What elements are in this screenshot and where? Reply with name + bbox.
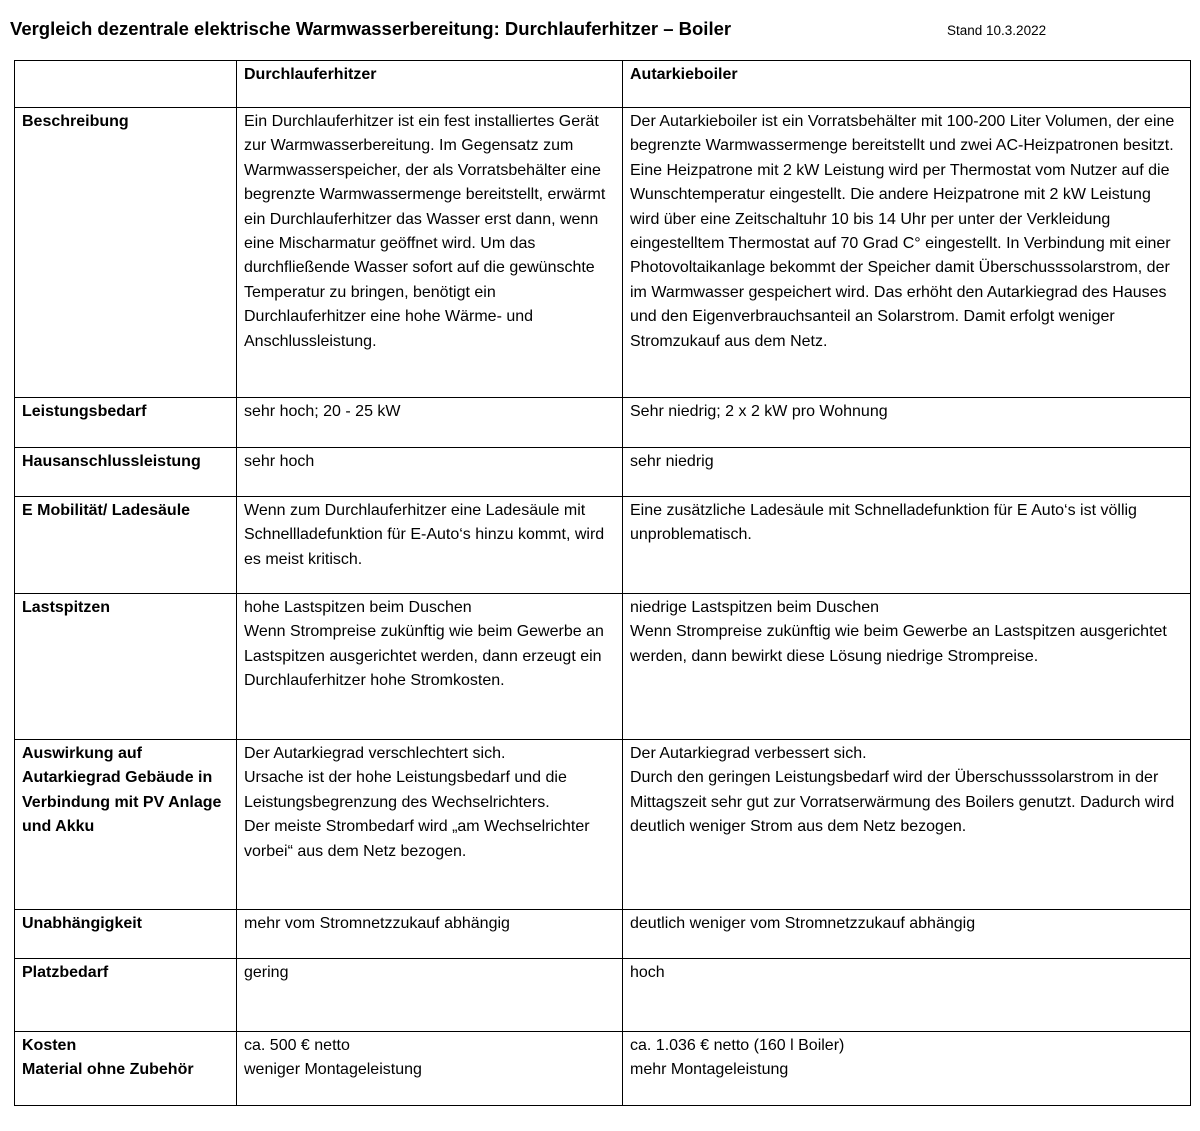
row-label: Leistungsbedarf	[15, 398, 237, 448]
cell-autarkieboiler: Der Autarkieboiler ist ein Vorratsbehälter mit 100-200 Liter Volumen, der eine begrenzte Warmwassermenge bereitstellt und zwei AC-Heizpatronen besitzt. Eine Heizpatrone mit 2 kW Leistung wird per Thermostat vom Nutzer auf die Wunschtemperatur eingestellt. Die andere Heizpatrone mit 2 kW Leistung wird über eine Zeitschaltuhr 10 bis 14 Uhr per unter der Verkleidung eingestelltem Thermostat auf 70 Grad C° eingestellt. In Verbindung mit einer Photovoltaikanlage bekommt der Speicher damit Überschusssolarstrom, der im Warmwasser gespeichert wird. Das erhöht den Autarkiegrad des Hauses und den Eigenverbrauchsanteil an Solarstrom. Damit erfolgt weniger Stromzukauf aus dem Netz.	[623, 108, 1191, 398]
row-label: Platzbedarf	[15, 959, 237, 1032]
table-row	[15, 740, 1191, 910]
row-label: Auswirkung auf Autarkiegrad Gebäude in Verbindung mit PV Anlage und Akku	[15, 740, 237, 910]
row-label: Hausanschlussleistung	[15, 448, 237, 497]
cell-durchlauferhitzer: gering	[237, 959, 623, 1032]
document-header	[10, 14, 1190, 46]
table-row	[15, 398, 1191, 448]
cell-autarkieboiler: hoch	[623, 959, 1191, 1032]
cell-autarkieboiler: Der Autarkiegrad verbessert sich. Durch den geringen Leistungsbedarf wird der Überschusssolarstrom in der Mittagszeit sehr gut zur Vorratserwärmung des Boilers genutzt. Dadurch wird deutlich weniger Strom aus dem Netz bezogen.	[623, 740, 1191, 910]
cell-durchlauferhitzer: hohe Lastspitzen beim Duschen Wenn Strompreise zukünftig wie beim Gewerbe an Lastspitzen ausgerichtet werden, dann erzeugt ein Durchlauferhitzer hohe Stromkosten.	[237, 594, 623, 740]
cell-durchlauferhitzer: Wenn zum Durchlauferhitzer eine Ladesäule mit Schnellladefunktion für E-Auto‘s hinzu kommt, wird es meist kritisch.	[237, 497, 623, 594]
table-row	[15, 497, 1191, 594]
header-cell-durchlauferhitzer: Durchlauferhitzer	[237, 61, 623, 108]
table-row	[15, 910, 1191, 959]
table-row	[15, 959, 1191, 1032]
table-header-row	[15, 61, 1191, 108]
row-label: Beschreibung	[15, 108, 237, 398]
cell-durchlauferhitzer: sehr hoch	[237, 448, 623, 497]
table-row	[15, 108, 1191, 398]
cell-durchlauferhitzer: sehr hoch; 20 - 25 kW	[237, 398, 623, 448]
cell-autarkieboiler: niedrige Lastspitzen beim Duschen Wenn Strompreise zukünftig wie beim Gewerbe an Lastspitzen ausgerichtet werden, dann bewirkt diese Lösung niedrige Strompreise.	[623, 594, 1191, 740]
header-cell-autarkieboiler: Autarkieboiler	[623, 61, 1191, 108]
table-row	[15, 1032, 1191, 1106]
cell-autarkieboiler: Eine zusätzliche Ladesäule mit Schnelladefunktion für E Auto‘s ist völlig unproblematisch.	[623, 497, 1191, 594]
row-label: Kosten Material ohne Zubehör	[15, 1032, 237, 1106]
comparison-table	[14, 60, 1191, 1106]
cell-durchlauferhitzer: mehr vom Stromnetzzukauf abhängig	[237, 910, 623, 959]
cell-autarkieboiler: deutlich weniger vom Stromnetzzukauf abhängig	[623, 910, 1191, 959]
cell-durchlauferhitzer: Ein Durchlauferhitzer ist ein fest installiertes Gerät zur Warmwasserbereitung. Im Gegensatz zum Warmwasserspeicher, der als Vorratsbehälter eine begrenzte Warmwassermenge bereitstellt, erwärmt ein Durchlauferhitzer das Wasser erst dann, wenn eine Mischarmatur geöffnet wird. Um das durchfließende Wasser sofort auf die gewünschte Temperatur zu bringen, benötigt ein Durchlauferhitzer eine hohe Wärme- und Anschlussleistung.	[237, 108, 623, 398]
document-date: Stand 10.3.2022	[947, 23, 1047, 38]
cell-durchlauferhitzer: Der Autarkiegrad verschlechtert sich. Ursache ist der hohe Leistungsbedarf und die Leistungsbegrenzung des Wechselrichters. Der meiste Strombedarf wird „am Wechselrichter vorbei“ aus dem Netz bezogen.	[237, 740, 623, 910]
cell-autarkieboiler: Sehr niedrig; 2 x 2 kW pro Wohnung	[623, 398, 1191, 448]
table-row	[15, 448, 1191, 497]
header-cell-empty	[15, 61, 237, 108]
table-row	[15, 594, 1191, 740]
cell-autarkieboiler: ca. 1.036 € netto (160 l Boiler) mehr Montageleistung	[623, 1032, 1191, 1106]
cell-durchlauferhitzer: ca. 500 € netto weniger Montageleistung	[237, 1032, 623, 1106]
row-label: Lastspitzen	[15, 594, 237, 740]
row-label: Unabhängigkeit	[15, 910, 237, 959]
row-label: E Mobilität/ Ladesäule	[15, 497, 237, 594]
document-title: Vergleich dezentrale elektrische Warmwasserbereitung: Durchlauferhitzer – Boiler	[10, 18, 732, 39]
cell-autarkieboiler: sehr niedrig	[623, 448, 1191, 497]
